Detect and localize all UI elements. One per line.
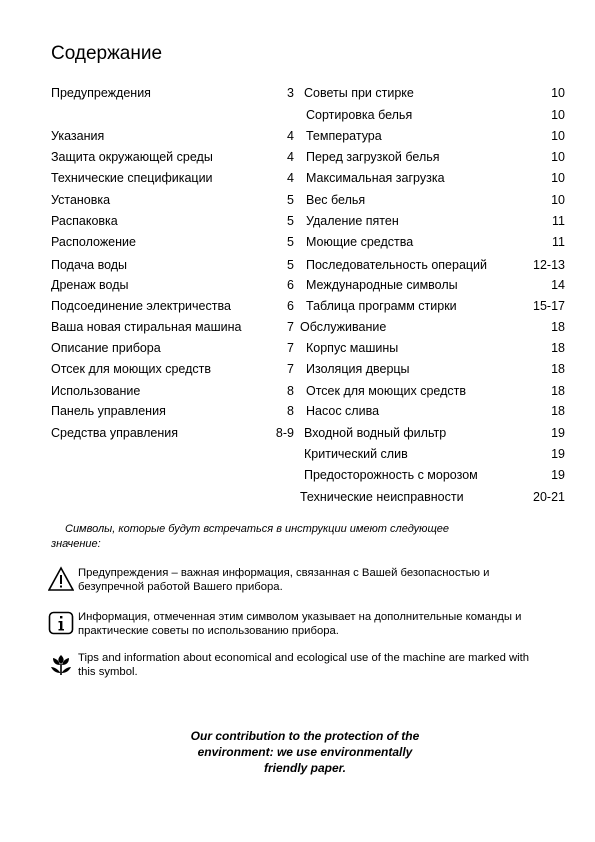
toc-entry [300,298,565,314]
toc-entry-title: Международные символы [306,278,458,292]
toc-entry-page: 12-13 [533,258,565,272]
toc-entry [51,85,298,101]
symbol-info-line2: практические советы по использованию прибора. [78,625,339,637]
toc-entry [51,192,298,208]
toc-entry-page: 10 [551,193,565,207]
toc-entry-title: Корпус машины [306,341,399,355]
symbol-warning-line2: безупречной работой Вашего прибора. [78,581,283,593]
symbols-intro-line1: Символы, которые будут встречаться в инструкции имеют следующее [65,523,450,535]
toc-entry-title: Распаковка [51,214,118,228]
toc-entry [300,192,565,208]
info-icon [48,610,74,636]
toc-entry [51,383,298,399]
toc-entry-title: Перед загрузкой белья [306,150,440,164]
toc-entry-title: Вес белья [306,193,366,207]
page-title: Содержание [51,43,163,64]
toc-entry-title: Средства управления [51,426,179,440]
toc-entry-title: Удаление пятен [306,214,399,228]
toc-entry-title: Максимальная загрузка [306,171,445,185]
toc-entry-title: Установка [51,193,111,207]
toc-entry-title: Защита окружающей среды [51,150,213,164]
toc-entry-page: 10 [551,129,565,143]
toc-entry-page: 19 [551,426,565,440]
toc-entry-page: 4 [287,150,294,164]
toc-entry-page: 10 [551,86,565,100]
toc-entry [300,107,565,123]
toc-entry [51,403,298,419]
toc-entry [300,383,565,399]
toc-entry-page: 10 [551,150,565,164]
toc-entry-title: Сортировка белья [306,108,413,122]
toc-entry [51,170,298,186]
toc-entry [300,361,565,377]
toc-entry-page: 20-21 [533,490,565,504]
toc-entry-page: 4 [287,129,294,143]
toc-entry-page: 5 [287,214,294,228]
symbol-warning-line1: Предупреждения – важная информация, связанная с Вашей безопасностью и [78,567,490,579]
toc-entry [300,128,565,144]
toc-entry [51,340,298,356]
toc-entry-title: Последовательность операций [306,258,488,272]
toc-entry-page: 10 [551,171,565,185]
toc-entry-page: 10 [551,108,565,122]
toc-entry-page: 8-9 [275,426,294,440]
symbols-intro [51,522,521,552]
toc-entry [300,170,565,186]
toc-entry [51,319,298,335]
toc-entry-title: Моющие средства [306,235,414,249]
toc-entry-title: Указания [51,129,105,143]
toc-entry-page: 18 [551,320,565,334]
toc-entry-title: Входной водный фильтр [304,426,447,440]
toc-entry-title: Подача воды [51,258,128,272]
toc-entry-page: 18 [551,384,565,398]
toc-entry [51,128,298,144]
toc-entry-title: Отсек для моющих средств [51,362,211,376]
toc-entry-title: Технические неисправности [300,490,464,504]
toc-entry [300,467,565,483]
toc-entry-page: 3 [287,86,294,100]
eco-paper-note-line3: friendly paper. [263,761,347,775]
toc-entry [300,489,565,505]
symbol-eco-line1: Tips and information about economical and ecological use of the machine are marked with [78,652,530,664]
toc-entry-title: Дренаж воды [51,278,129,292]
toc-entry [300,257,565,273]
toc-entry-title: Насос слива [306,404,380,418]
toc-entry-page: 14 [551,278,565,292]
toc-entry [300,234,565,250]
toc-entry [51,277,298,293]
toc-entry [51,257,298,273]
eco-paper-note-line1: Our contribution to the protection of the [190,729,420,743]
eco-paper-note-line2: environment: we use environmentally [197,745,413,759]
toc-entry-page: 19 [551,468,565,482]
toc-entry-title: Обслуживание [300,320,387,334]
toc-entry-title: Расположение [51,235,136,249]
toc-entry-title: Панель управления [51,404,166,418]
toc-entry [300,85,565,101]
toc-entry-page: 5 [287,235,294,249]
toc-entry-title: Ваша новая стиральная машина [51,320,242,334]
toc-entry-page: 5 [287,193,294,207]
symbol-eco-line2: this symbol. [78,666,138,678]
eco-flower-icon [48,651,74,677]
toc-entry [300,340,565,356]
toc-entry-title: Технические спецификации [51,171,213,185]
toc-entry-title: Температура [306,129,382,143]
toc-entry-page: 6 [287,278,294,292]
toc-entry-page: 4 [287,171,294,185]
toc-entry-page: 18 [551,341,565,355]
toc-entry-title: Отсек для моющих средств [306,384,466,398]
symbol-info-line1: Информация, отмеченная этим символом указывает на дополнительные команды и [78,611,522,623]
toc-entry [300,277,565,293]
toc-entry-title: Предосторожность с морозом [304,468,478,482]
toc-entry-title: Подсоединение электричества [51,299,231,313]
symbols-intro-line2: значение: [51,538,101,550]
toc-entry-page: 11 [552,214,565,228]
toc-entry-page: 7 [287,362,294,376]
toc-entry [300,319,565,335]
toc-entry [300,213,565,229]
toc-entry [300,446,565,462]
toc-entry-page: 6 [287,299,294,313]
toc-entry-page: 11 [552,235,565,249]
toc-entry-title: Использование [51,384,141,398]
toc-entry-page: 8 [287,404,294,418]
toc-entry [300,403,565,419]
toc-entry-page: 5 [287,258,294,272]
toc-entry-title: Изоляция дверцы [306,362,410,376]
eco-paper-note [150,728,460,776]
toc-entry-title: Таблица программ стирки [306,299,457,313]
warning-triangle-icon [48,566,74,592]
toc-entry-title: Критический слив [304,447,408,461]
toc-entry-page: 7 [287,341,294,355]
toc-entry-page: 15-17 [533,299,565,313]
toc-entry-page: 18 [551,362,565,376]
toc-entry [51,234,298,250]
toc-entry-page: 8 [287,384,294,398]
toc-entry [51,298,298,314]
toc-entry-page: 19 [551,447,565,461]
toc-entry [51,213,298,229]
toc-entry-page: 7 [287,320,294,334]
toc-entry-title: Предупреждения [51,86,151,100]
toc-entry [51,425,298,441]
toc-entry-page: 18 [551,404,565,418]
toc-entry-title: Советы при стирке [304,86,414,100]
toc-entry [300,425,565,441]
toc-entry [300,149,565,165]
toc-entry-title: Описание прибора [51,341,161,355]
toc-entry [51,149,298,165]
toc-entry [51,361,298,377]
